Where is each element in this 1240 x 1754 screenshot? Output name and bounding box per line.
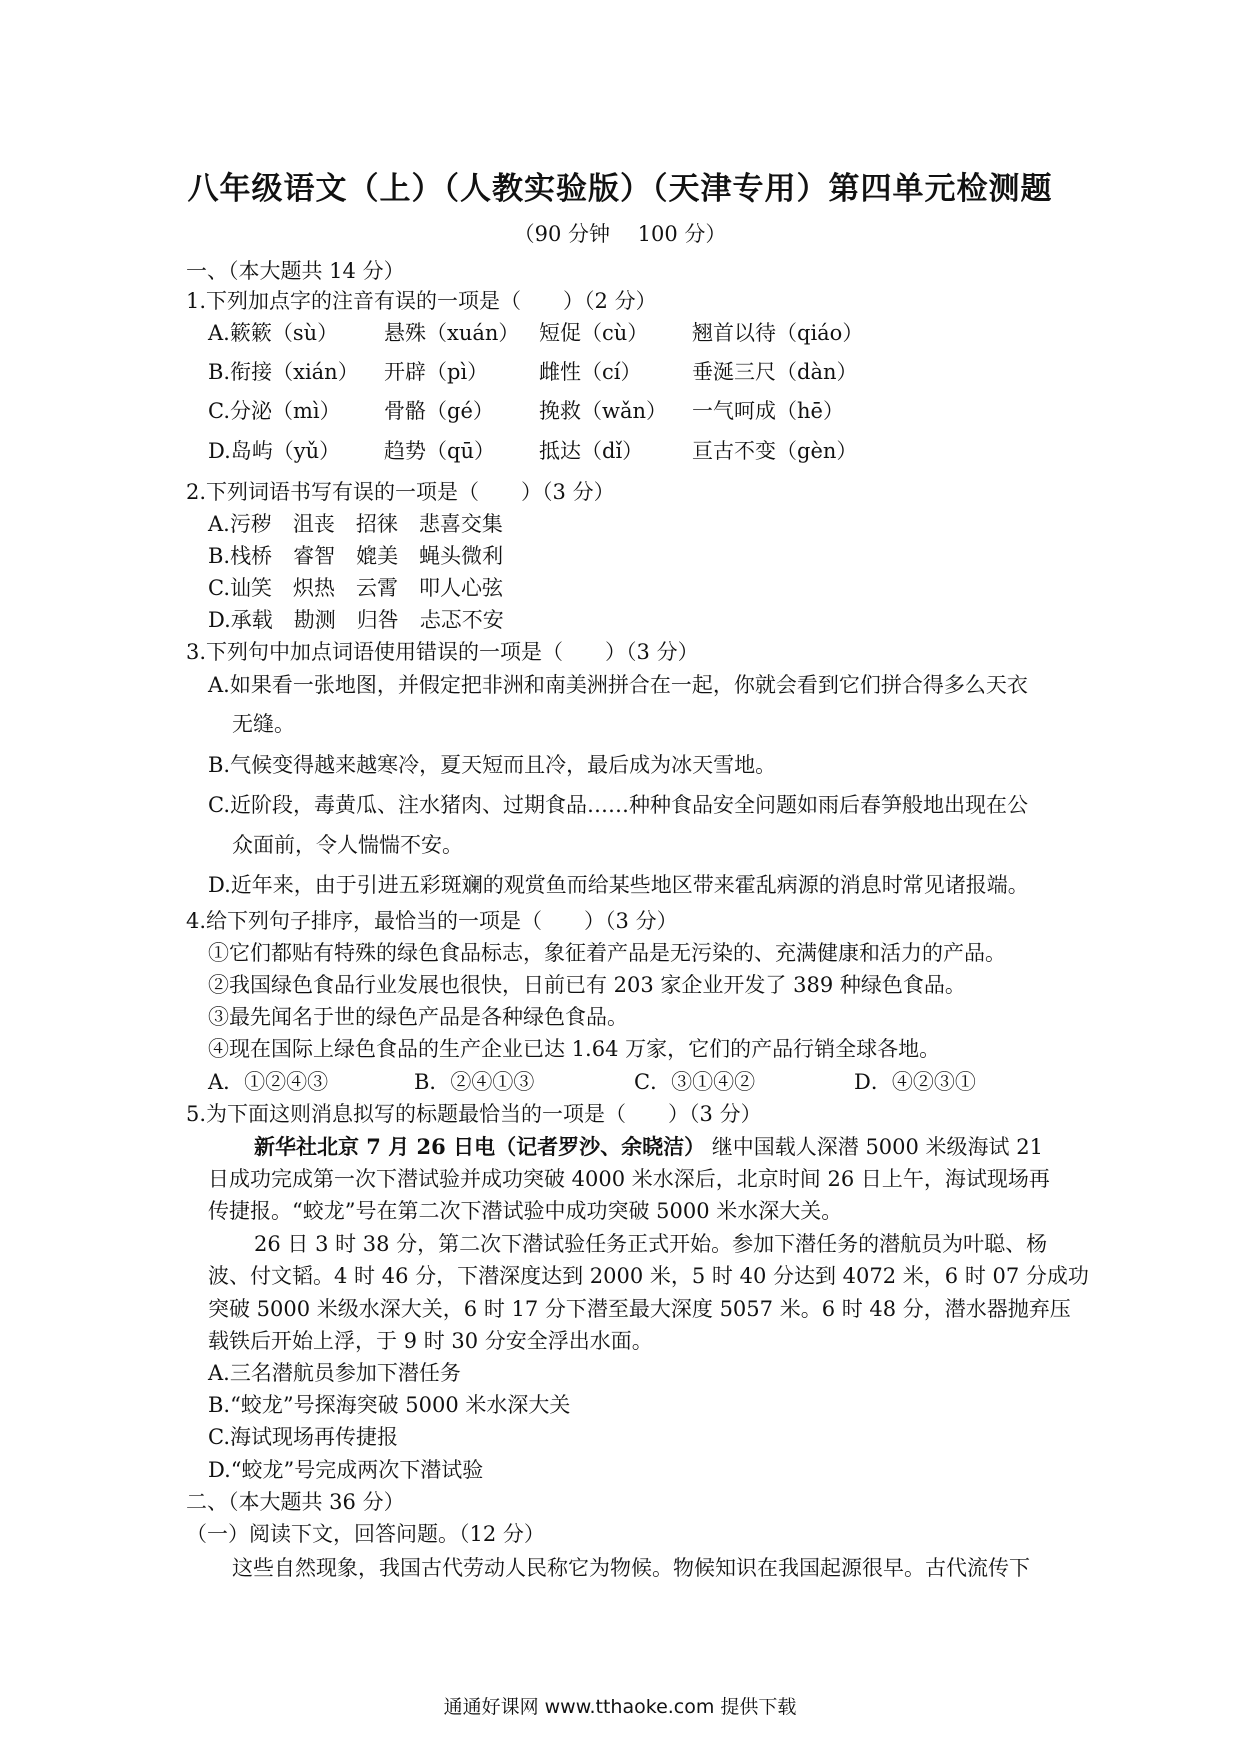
q5-news-p2-line2: 波、付文韬。4 时 46 分，下潜深度达到 2000 米，5 时 40 分达到 4072 米，6 时 07 分成功 bbox=[208, 1264, 1089, 1288]
q5-news-p2-line3: 突破 5000 米级水深大关，6 时 17 分下潜至最大深度 5057 米。6 时 48 分，潜水器抛弃压 bbox=[208, 1297, 1071, 1321]
q4-choice-b: B．②④①③ bbox=[414, 1070, 535, 1094]
q3-stem: 3.下列句中加点词语使用错误的一项是（ ）（3 分） bbox=[186, 640, 699, 664]
q3-option-c-line1: C.近阶段，毒黄瓜、注水猪肉、过期食品……种种食品安全问题如雨后春笋般地出现在公 bbox=[208, 793, 1028, 817]
q1-a-3: 短促（cù） bbox=[539, 321, 649, 345]
q1-b-2: 开辟（pì） bbox=[384, 360, 489, 384]
q1-a-1: A.簌簌（sù） bbox=[208, 321, 339, 345]
q4-sentence-3: ③最先闻名于世的绿色产品是各种绿色食品。 bbox=[208, 1005, 628, 1029]
page-title: 八年级语文（上）（人教实验版）（天津专用）第四单元检测题 bbox=[187, 171, 1053, 207]
q4-sentence-2: ②我国绿色食品行业发展也很快，日前已有 203 家企业开发了 389 种绿色食品。 bbox=[208, 973, 966, 997]
q5-option-c: C.海试现场再传捷报 bbox=[208, 1425, 398, 1449]
q2-option-b: B.栈桥 睿智 媲美 蝇头微利 bbox=[208, 544, 504, 568]
q5-news-line1 bbox=[254, 1132, 1043, 1162]
q5-news-line3: 传捷报。“蛟龙”号在第二次下潜试验中成功突破 5000 米水深大关。 bbox=[208, 1199, 843, 1223]
q1-b-1: B.衔接（xián） bbox=[208, 360, 359, 384]
section1-header: 一、（本大题共 14 分） bbox=[186, 259, 405, 283]
q1-c-4: 一气呵成（hē） bbox=[692, 399, 844, 423]
q1-c-1: C.分泌（mì） bbox=[208, 399, 341, 423]
q1-c-3: 挽救（wǎn） bbox=[539, 399, 668, 423]
q1-d-2: 趋势（qū） bbox=[384, 439, 495, 463]
q5-p1-rest: 继中国载人深潜 5000 米级海试 21 bbox=[711, 1135, 1043, 1159]
q1-b-4: 垂涎三尺（dàn） bbox=[692, 360, 858, 384]
q1-b-3: 雌性（cí） bbox=[539, 360, 642, 384]
q1-a-2: 悬殊（xuán） bbox=[384, 321, 520, 345]
section2-header: 二、（本大题共 36 分） bbox=[186, 1490, 405, 1514]
q5-option-b: B.“蛟龙”号探海突破 5000 米水深大关 bbox=[208, 1393, 571, 1417]
q4-choice-c: C．③①④② bbox=[634, 1070, 756, 1094]
section2-sub1: （一）阅读下文，回答问题。（12 分） bbox=[186, 1522, 545, 1546]
section2-passage-line1: 这些自然现象，我国古代劳动人民称它为物候。物候知识在我国起源很早。古代流传下 bbox=[232, 1556, 1030, 1580]
q4-choice-d: D．④②③① bbox=[854, 1070, 976, 1094]
q2-stem: 2.下列词语书写有误的一项是（ ）（3 分） bbox=[186, 480, 615, 504]
q1-c-2: 骨骼（gé） bbox=[384, 399, 494, 423]
footer-source: 通通好课网 www.tthaoke.com 提供下载 bbox=[443, 1696, 797, 1718]
q4-sentence-1: ①它们都贴有特殊的绿色食品标志，象征着产品是无污染的、充满健康和活力的产品。 bbox=[208, 941, 1006, 965]
q3-option-c-line2: 众面前，令人惴惴不安。 bbox=[232, 833, 463, 857]
time-score-info: （90 分钟 100 分） bbox=[513, 222, 727, 246]
q2-option-c: C.讪笑 炽热 云霄 叩人心弦 bbox=[208, 576, 503, 600]
q5-option-d: D.“蛟龙”号完成两次下潜试验 bbox=[208, 1458, 484, 1482]
q4-stem: 4.给下列句子排序，最恰当的一项是（ ）（3 分） bbox=[186, 909, 678, 933]
q4-choice-a: A．①②④③ bbox=[208, 1070, 329, 1094]
q1-a-4: 翘首以待（qiáo） bbox=[692, 321, 864, 345]
q5-option-a: A.三名潜航员参加下潜任务 bbox=[208, 1361, 461, 1385]
q5-stem: 5.为下面这则消息拟写的标题最恰当的一项是（ ）（3 分） bbox=[186, 1102, 762, 1126]
q2-option-d: D.承载 勘测 归咎 忐忑不安 bbox=[208, 608, 504, 632]
q1-stem: 1.下列加点字的注音有误的一项是（ ）（2 分） bbox=[186, 289, 657, 313]
q1-d-3: 抵达（dǐ） bbox=[539, 439, 644, 463]
q1-d-1: D.岛屿（yǔ） bbox=[208, 439, 341, 463]
q3-option-a-line1: A.如果看一张地图，并假定把非洲和南美洲拼合在一起，你就会看到它们拼合得多么天衣 bbox=[208, 673, 1028, 697]
q3-option-d: D.近年来，由于引进五彩斑斓的观赏鱼而给某些地区带来霍乱病源的消息时常见诸报端。 bbox=[208, 873, 1029, 897]
q3-option-b: B.气候变得越来越寒冷，夏天短而且冷，最后成为冰天雪地。 bbox=[208, 753, 777, 777]
q5-dateline: 新华社北京 7 月 26 日电（记者罗沙、余晓洁） bbox=[254, 1134, 706, 1159]
q4-sentence-4: ④现在国际上绿色食品的生产企业已达 1.64 万家，它们的产品行销全球各地。 bbox=[208, 1037, 941, 1061]
q5-news-p2-line4: 载铁后开始上浮，于 9 时 30 分安全浮出水面。 bbox=[208, 1329, 653, 1353]
q1-d-4: 亘古不变（gèn） bbox=[692, 439, 858, 463]
q5-news-p2-line1: 26 日 3 时 38 分，第二次下潜试验任务正式开始。参加下潜任务的潜航员为叶聪、杨 bbox=[254, 1232, 1048, 1256]
q3-option-a-line2: 无缝。 bbox=[232, 712, 295, 736]
q5-news-line2: 日成功完成第一次下潜试验并成功突破 4000 米水深后，北京时间 26 日上午，海试现场再 bbox=[208, 1167, 1050, 1191]
q2-option-a: A.污秽 沮丧 招徕 悲喜交集 bbox=[208, 512, 503, 536]
